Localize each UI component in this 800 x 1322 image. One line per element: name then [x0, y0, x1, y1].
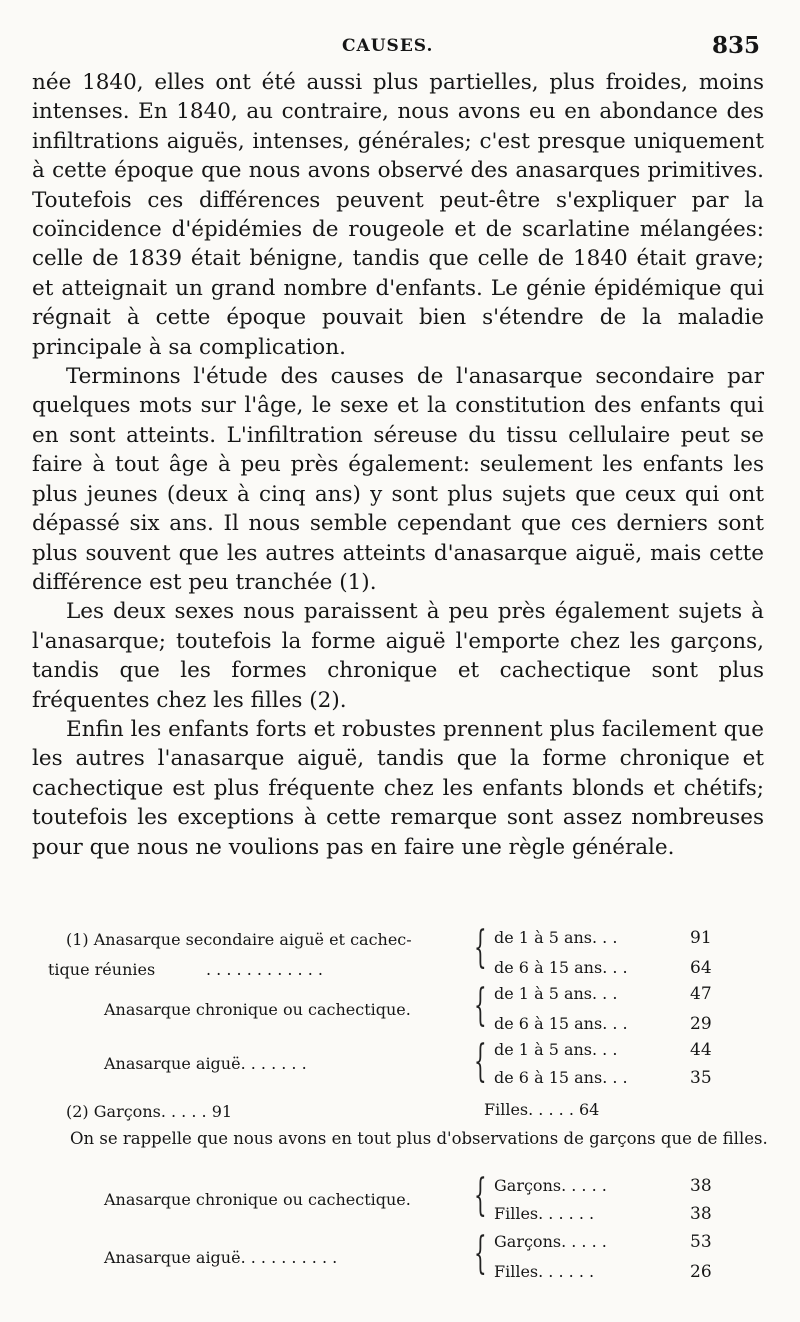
row-boys-2: Garçons. . . . . [494, 1232, 607, 1251]
row-6-age: de 6 à 15 ans. . . [494, 1068, 628, 1087]
brace-1: { [474, 922, 487, 973]
note-1-dots: . . . . . . . . . . . . [206, 960, 323, 979]
acute-label-2: Anasarque aiguë. . . . . . . . . . [104, 1248, 338, 1267]
paragraph-age: Terminons l'étude des causes de l'anasarque secondaire par quelques mots sur l'âge, le sexe et la constitution des enfants qui en sont atteints. L'infiltration séreuse du tissu cellulaire peut se faire à tout âge à peu près également: seulement les enfants les plus jeunes (deux à cinq ans) y sont plus sujets que ceux qui ont dépassé six ans. Il nous semble cependant que ces derniers sont plus souvent que les autres atteints d'anasarque aiguë, mais cette différence est peu tranchée (1). [32, 364, 764, 595]
row-1-age: de 1 à 5 ans. . . [494, 928, 618, 947]
paragraph-sex: Les deux sexes nous paraissent à peu près également sujets à l'anasarque; toutefois la forme aiguë l'emporte chez les garçons, tandis que les formes chronique et cachectique sont plus fréquentes chez les filles (2). [32, 599, 764, 713]
value-38a: 38 [690, 1176, 712, 1196]
brace-3: { [474, 1036, 487, 1087]
value-44: 44 [690, 1040, 712, 1060]
note-2-text: On se rappelle que nous avons en tout plus d'observations de garçons que de filles. [70, 1129, 768, 1148]
value-53: 53 [690, 1232, 712, 1252]
row-4-age: de 6 à 15 ans. . . [494, 1014, 628, 1033]
row-girls-2: Filles. . . . . . [494, 1262, 595, 1281]
brace-5: { [474, 1228, 487, 1279]
paragraph-constitution: Enfin les enfants forts et robustes prennent plus facilement que les autres l'anasarque aiguë, tandis que la forme chronique et cachectique est plus fréquente chez les enfants blonds et chétifs; toutefois les exceptions à cette remarque sont assez nombreuses pour que nous ne voulions pas en faire une règle générale. [32, 716, 764, 860]
row-boys-1: Garçons. . . . . [494, 1176, 607, 1195]
note-2-boys: (2) Garçons. . . . . 91 [66, 1102, 233, 1121]
value-64: 64 [690, 958, 712, 978]
note-1-line-1: (1) Anasarque secondaire aiguë et cachec- [66, 930, 412, 949]
value-38b: 38 [690, 1204, 712, 1224]
running-title: CAUSES. [342, 36, 434, 56]
brace-2: { [474, 980, 487, 1031]
value-91: 91 [690, 928, 712, 948]
value-29: 29 [690, 1014, 712, 1034]
brace-4: { [474, 1170, 487, 1221]
chronic-label: Anasarque chronique ou cachectique. [104, 1000, 411, 1019]
value-26: 26 [690, 1262, 712, 1282]
row-3-age: de 1 à 5 ans. . . [494, 984, 618, 1003]
note-1-line-2: tique réunies [48, 960, 156, 979]
row-5-age: de 1 à 5 ans. . . [494, 1040, 618, 1059]
acute-label: Anasarque aiguë. . . . . . . [104, 1054, 307, 1073]
paragraph-continued: née 1840, elles ont été aussi plus partielles, plus froides, moins intenses. En 1840, au contraire, nous avons eu en abondance des infiltrations aiguës, intenses, générales; c'est presque uniquement à cette époque que nous avons observé des anasarques primitives. Toutefois ces différences peuvent peut-être s'expliquer par la coïncidence d'épidémies de rougeole et de scarlatine mélangées: celle de 1839 était bénigne, tandis que celle de 1840 était grave; et atteignait un grand nombre d'enfants. Le génie épidémique qui régnait à cette époque pouvait bien s'étendre de la maladie principale à sa complication. [32, 70, 764, 360]
page-number: 835 [712, 32, 761, 59]
row-2-age: de 6 à 15 ans. . . [494, 958, 628, 977]
note-2-girls: Filles. . . . . 64 [484, 1100, 600, 1119]
row-girls-1: Filles. . . . . . [494, 1204, 595, 1223]
value-47: 47 [690, 984, 712, 1004]
chronic-label-2: Anasarque chronique ou cachectique. [104, 1190, 411, 1209]
value-35: 35 [690, 1068, 712, 1088]
